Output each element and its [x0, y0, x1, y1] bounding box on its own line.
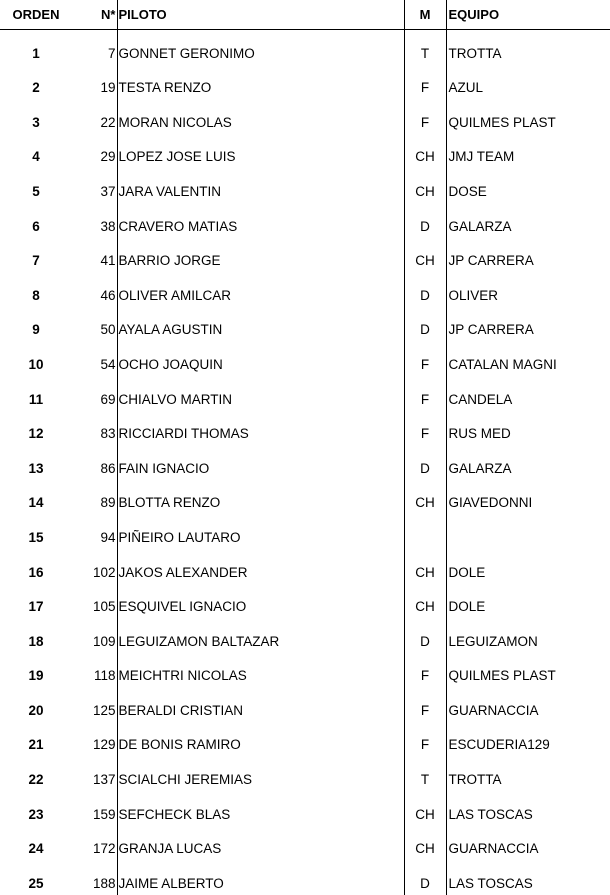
number-cell: 89 [72, 480, 117, 515]
orden-cell: 21 [28, 737, 44, 753]
table-row [0, 826, 610, 861]
piloto-cell: ESQUIVEL IGNACIO [117, 584, 404, 619]
number-cell: 129 [72, 722, 117, 757]
piloto-cell: LOPEZ JOSE LUIS [117, 134, 404, 169]
equipo-cell: DOLE [448, 564, 486, 580]
piloto-cell: LEGUIZAMON BALTAZAR [117, 618, 404, 653]
m-cell: D [404, 203, 446, 238]
piloto-cell: JAIME ALBERTO [117, 860, 404, 895]
m-cell: D [404, 860, 446, 895]
number-cell: 7 [72, 30, 117, 65]
equipo-cell: OLIVER [448, 287, 499, 303]
header-num: N* [72, 0, 117, 30]
piloto-cell: BLOTTA RENZO [117, 480, 404, 515]
number-cell: 86 [72, 445, 117, 480]
equipo-cell: QUILMES PLAST [448, 668, 556, 684]
equipo-cell: RUS MED [448, 426, 511, 442]
number-cell: 69 [72, 376, 117, 411]
table-row [0, 307, 610, 342]
m-cell: CH [404, 826, 446, 861]
number-cell: 50 [72, 307, 117, 342]
piloto-cell: DE BONIS RAMIRO [117, 722, 404, 757]
piloto-cell: RICCIARDI THOMAS [117, 411, 404, 446]
table-row [0, 168, 610, 203]
equipo-cell: TROTTA [448, 45, 502, 61]
orden-cell: 25 [28, 875, 44, 891]
m-cell: F [404, 341, 446, 376]
table-body [0, 30, 610, 895]
table-row [0, 272, 610, 307]
equipo-cell: GUARNACCIA [448, 702, 539, 718]
equipo-cell: GUARNACCIA [448, 841, 539, 857]
equipo-cell: JP CARRERA [448, 253, 534, 269]
piloto-cell: SEFCHECK BLAS [117, 791, 404, 826]
number-cell: 159 [72, 791, 117, 826]
piloto-cell: JARA VALENTIN [117, 168, 404, 203]
piloto-cell: TESTA RENZO [117, 65, 404, 100]
m-cell [404, 514, 446, 549]
m-cell: F [404, 653, 446, 688]
table-row [0, 238, 610, 273]
number-cell: 41 [72, 238, 117, 273]
m-cell: F [404, 376, 446, 411]
table-row [0, 549, 610, 584]
number-cell: 19 [72, 65, 117, 100]
piloto-cell: SCIALCHI JEREMIAS [117, 756, 404, 791]
orden-cell: 18 [28, 633, 44, 649]
orden-cell: 13 [28, 460, 44, 476]
number-cell: 38 [72, 203, 117, 238]
number-cell: 125 [72, 687, 117, 722]
m-cell: CH [404, 584, 446, 619]
m-cell: F [404, 411, 446, 446]
number-cell: 22 [72, 99, 117, 134]
piloto-cell: OCHO JOAQUIN [117, 341, 404, 376]
orden-cell: 17 [28, 599, 44, 615]
m-cell: T [404, 756, 446, 791]
table-row [0, 756, 610, 791]
header-row [0, 0, 610, 30]
orden-cell: 20 [28, 702, 44, 718]
equipo-cell: ESCUDERIA129 [448, 737, 550, 753]
orden-cell: 15 [28, 529, 44, 545]
piloto-cell: BARRIO JORGE [117, 238, 404, 273]
table-row [0, 203, 610, 238]
piloto-cell: MORAN NICOLAS [117, 99, 404, 134]
number-cell: 172 [72, 826, 117, 861]
m-cell: F [404, 722, 446, 757]
orden-cell: 4 [32, 149, 40, 165]
table-row [0, 99, 610, 134]
number-cell: 102 [72, 549, 117, 584]
number-cell: 118 [72, 653, 117, 688]
orden-cell: 12 [28, 426, 44, 442]
number-cell: 37 [72, 168, 117, 203]
orden-cell: 14 [28, 495, 44, 511]
table-row [0, 411, 610, 446]
equipo-cell: JMJ TEAM [448, 149, 515, 165]
m-cell: CH [404, 238, 446, 273]
equipo-cell: GALARZA [448, 460, 512, 476]
number-cell: 137 [72, 756, 117, 791]
m-cell: CH [404, 134, 446, 169]
piloto-cell: AYALA AGUSTIN [117, 307, 404, 342]
m-cell: D [404, 307, 446, 342]
table-row [0, 341, 610, 376]
number-cell: 46 [72, 272, 117, 307]
orden-cell: 24 [28, 841, 44, 857]
equipo-cell: TROTTA [448, 772, 502, 788]
equipo-cell: QUILMES PLAST [448, 114, 556, 130]
table-row [0, 687, 610, 722]
number-cell: 109 [72, 618, 117, 653]
orden-cell: 11 [28, 391, 44, 407]
piloto-cell: GRANJA LUCAS [117, 826, 404, 861]
header-m: M [404, 0, 446, 30]
number-cell: 29 [72, 134, 117, 169]
orden-cell: 1 [32, 45, 40, 61]
equipo-cell: LAS TOSCAS [448, 806, 533, 822]
m-cell: CH [404, 791, 446, 826]
table-row [0, 480, 610, 515]
table-row [0, 653, 610, 688]
equipo-cell: GIAVEDONNI [448, 495, 533, 511]
equipo-cell: CANDELA [448, 391, 513, 407]
table-row [0, 514, 610, 549]
equipo-cell: JP CARRERA [448, 322, 534, 338]
table-row [0, 584, 610, 619]
piloto-cell: BERALDI CRISTIAN [117, 687, 404, 722]
piloto-cell: MEICHTRI NICOLAS [117, 653, 404, 688]
equipo-cell [446, 514, 610, 549]
piloto-cell: GONNET GERONIMO [117, 30, 404, 65]
orden-cell: 9 [32, 322, 40, 338]
table-row [0, 445, 610, 480]
piloto-cell: FAIN IGNACIO [117, 445, 404, 480]
orden-cell: 7 [32, 253, 40, 269]
table-row [0, 134, 610, 169]
equipo-cell: LEGUIZAMON [448, 633, 538, 649]
table-row [0, 618, 610, 653]
orden-cell: 5 [32, 183, 40, 199]
orden-cell: 8 [32, 287, 40, 303]
m-cell: D [404, 272, 446, 307]
header-piloto: PILOTO [117, 0, 404, 30]
table-row [0, 722, 610, 757]
number-cell: 188 [72, 860, 117, 895]
number-cell: 54 [72, 341, 117, 376]
orden-cell: 2 [32, 80, 40, 96]
table-row [0, 30, 610, 65]
table-row [0, 65, 610, 100]
m-cell: D [404, 618, 446, 653]
orden-cell: 3 [32, 114, 40, 130]
equipo-cell: DOLE [448, 599, 486, 615]
table-row [0, 860, 610, 895]
orden-cell: 6 [32, 218, 40, 234]
number-cell: 105 [72, 584, 117, 619]
orden-cell: 10 [28, 356, 44, 372]
piloto-cell: PIÑEIRO LAUTARO [117, 514, 404, 549]
piloto-cell: JAKOS ALEXANDER [117, 549, 404, 584]
piloto-cell: CHIALVO MARTIN [117, 376, 404, 411]
orden-cell: 19 [28, 668, 44, 684]
equipo-cell: LAS TOSCAS [448, 875, 533, 891]
equipo-cell: CATALAN MAGNI [448, 356, 557, 372]
orden-cell: 16 [28, 564, 44, 580]
m-cell: F [404, 65, 446, 100]
orden-cell: 22 [28, 772, 44, 788]
m-cell: F [404, 687, 446, 722]
m-cell: T [404, 30, 446, 65]
piloto-cell: CRAVERO MATIAS [117, 203, 404, 238]
equipo-cell: AZUL [448, 80, 484, 96]
m-cell: F [404, 99, 446, 134]
m-cell: D [404, 445, 446, 480]
m-cell: CH [404, 549, 446, 584]
number-cell: 94 [72, 514, 117, 549]
m-cell: CH [404, 480, 446, 515]
equipo-cell: GALARZA [448, 218, 512, 234]
header-orden: ORDEN [0, 0, 72, 30]
equipo-cell: DOSE [448, 183, 487, 199]
m-cell: CH [404, 168, 446, 203]
piloto-cell: OLIVER AMILCAR [117, 272, 404, 307]
header-equipo: EQUIPO [446, 0, 610, 30]
orden-cell: 23 [28, 806, 44, 822]
number-cell: 83 [72, 411, 117, 446]
table-row [0, 376, 610, 411]
table-row [0, 791, 610, 826]
